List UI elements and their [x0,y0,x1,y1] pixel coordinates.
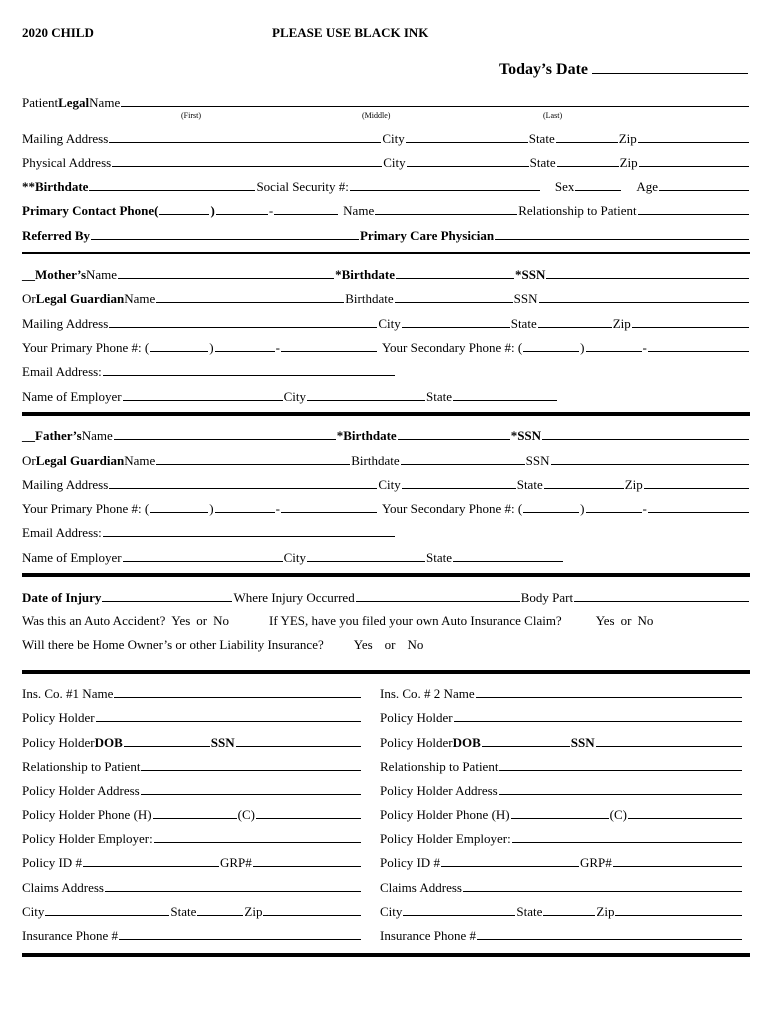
relationship-blank[interactable] [499,758,742,771]
zip-label: Zip [596,904,615,919]
zip-label: Zip [624,477,643,492]
ins1-phone-row [22,806,362,824]
relationship-blank[interactable] [638,202,749,215]
ssn-label: SSN [210,735,235,750]
primary-care-blank[interactable] [495,227,749,240]
mother-phone-row [22,339,750,357]
phone-home-label: Policy Holder Phone (H) [22,807,152,822]
form-year-title: 2020 CHILD [22,25,94,40]
state-label: State [516,477,543,492]
city-label: City [382,131,405,146]
patient-name-row [22,94,750,112]
state-label: State [510,316,537,331]
legal-guardian-label: Legal Guardian [35,291,125,306]
grp-blank[interactable] [613,854,742,867]
city-blank[interactable] [406,130,528,143]
ssn-blank[interactable] [596,734,742,747]
phone-home-blank[interactable] [153,806,237,819]
sex-blank[interactable] [575,178,621,191]
father-mailing-row [22,476,750,494]
father-check: __ [22,428,35,443]
policy-holder-address-label: Policy Holder Address [380,783,498,798]
phone-close-paren: ) [210,203,215,218]
secondary-phone-label: Your Secondary Phone #: ( [381,340,523,355]
state-blank[interactable] [543,903,595,916]
employer-blank[interactable] [123,388,283,401]
auto-yes-option[interactable]: Yes [171,613,191,628]
area-code-blank[interactable] [523,339,579,352]
birthdate-label: **Birthdate [22,179,89,194]
policy-id-label: Policy ID # [380,855,440,870]
birthdate-label: Birthdate [351,453,400,468]
name-label: Name [81,428,113,443]
date-of-injury-blank[interactable] [102,589,232,602]
divider [22,252,750,254]
employer-label: Name of Employer [22,550,122,565]
ssn-label: SSN [570,735,595,750]
grp-label: GRP# [579,855,612,870]
line-blank[interactable] [648,500,749,513]
phone-cell-blank[interactable] [256,806,361,819]
claims-address-blank[interactable] [105,879,361,892]
state-blank[interactable] [538,315,612,328]
where-injury-label: Where Injury Occurred [233,590,355,605]
zip-blank[interactable] [615,903,742,916]
mother-employer-row [22,388,558,406]
dob-label: DOB [452,735,481,750]
ins2-phone-row [380,806,743,824]
birthdate-label: *Birthdate [336,428,397,443]
zip-label: Zip [619,155,638,170]
dash: - [642,340,647,355]
contact-name-label: Name [343,203,375,218]
ins1-name-row [22,685,362,703]
relationship-label: Relationship to Patient [22,759,141,774]
home-insurance-question: Will there be Home Owner’s or other Liability Insurance? [22,637,324,652]
auto-no-option[interactable]: No [213,613,230,628]
policy-holder-label: Policy Holder [380,710,453,725]
father-guardian-row [22,452,750,470]
phone-dash: - [268,203,274,218]
ins1-address-row [22,782,362,800]
state-blank[interactable] [544,476,624,489]
or-label: or [620,613,632,628]
relationship-label: Relationship to Patient [518,203,637,218]
grp-blank[interactable] [253,854,361,867]
policy-holder-address-label: Policy Holder Address [22,783,140,798]
email-blank[interactable] [103,524,395,537]
mailing-address-label: Mailing Address [22,131,109,146]
close-paren: ) [580,340,585,355]
father-label: Father’s [35,428,82,443]
email-label: Email Address: [22,525,102,540]
prefix-blank[interactable] [586,500,642,513]
ink-instruction: PLEASE USE BLACK INK [272,25,429,40]
ins2-relationship-row [380,758,743,776]
dob-label: DOB [94,735,123,750]
middle-caption: (Middle) [362,111,391,120]
policy-holder-address-blank[interactable] [499,782,742,795]
patient-physical-row [22,154,750,172]
employer-label: Name of Employer [22,389,122,404]
mother-birthdate-blank[interactable] [396,266,514,279]
ssn-blank[interactable] [236,734,361,747]
state-blank[interactable] [197,903,243,916]
section-divider [22,412,750,416]
city-label: City [283,550,307,565]
insurance-phone-blank[interactable] [477,927,742,940]
ins1-dob-row [22,734,362,752]
ins2-name-blank[interactable] [476,685,742,698]
guardian-birthdate-blank[interactable] [395,290,513,303]
ins1-employer-row [22,830,362,848]
or-label: or [196,613,208,628]
injury-row [22,589,750,607]
mother-name-blank[interactable] [118,266,334,279]
ins2-phone-number-row [380,927,743,945]
policy-holder-label: Policy Holder [22,710,95,725]
sex-label: Sex [554,179,575,194]
zip-blank[interactable] [639,154,749,167]
dash: - [275,501,280,516]
city-label: City [378,477,401,492]
age-label: Age [636,179,659,194]
or-label: Or [22,453,36,468]
ins2-dob-row [380,734,743,752]
city-blank[interactable] [307,388,425,401]
or-label: or [384,637,396,652]
father-phone-row [22,500,750,518]
father-email-row [22,524,396,542]
city-label: City [22,904,45,919]
phone-cell-label: (C) [609,807,627,822]
ins2-address-row [380,782,743,800]
guardian-name-blank[interactable] [156,452,350,465]
area-code-blank[interactable] [523,500,579,513]
bottom-divider [22,953,750,957]
zip-label: Zip [244,904,263,919]
grp-label: GRP# [219,855,252,870]
ins2-claims-row [380,879,743,897]
ssn-label: *SSN [515,267,546,282]
name-label: Name [89,95,121,110]
prefix-blank[interactable] [215,500,275,513]
email-blank[interactable] [103,363,395,376]
ins2-name-row [380,685,743,703]
policy-holder-employer-blank[interactable] [512,830,742,843]
legal-guardian-label: Legal Guardian [35,453,125,468]
policy-holder-blank[interactable] [96,709,361,722]
mother-guardian-row [22,290,750,308]
area-code-blank[interactable] [150,500,208,513]
ins1-holder-row [22,709,362,727]
father-ssn-blank[interactable] [542,427,749,440]
state-label: State [529,155,556,170]
section-divider [22,573,750,577]
ssn-label: SSN [513,291,538,306]
zip-blank[interactable] [644,476,749,489]
primary-phone-label: Your Primary Phone #: ( [22,501,150,516]
phone-cell-label: (C) [237,807,255,822]
phone-line-blank[interactable] [274,202,338,215]
dash: - [275,340,280,355]
policy-holder-address-blank[interactable] [141,782,361,795]
patient-name-blank[interactable] [121,94,749,107]
section-divider [22,670,750,674]
dash: - [642,501,647,516]
state-label: State [528,131,555,146]
city-blank[interactable] [407,154,529,167]
employer-blank[interactable] [123,549,283,562]
insurance-phone-label: Insurance Phone # [380,928,477,943]
home-no-option[interactable]: No [407,637,424,652]
body-part-label: Body Part [520,590,574,605]
line-blank[interactable] [281,500,377,513]
primary-care-label: Primary Care Physician [359,228,495,243]
ins1-city-row [22,903,362,921]
state-label: State [516,904,543,919]
father-name-row [22,427,750,445]
home-insurance-row [22,637,750,655]
policy-holder-blank[interactable] [454,709,742,722]
referral-row [22,227,750,245]
father-name-blank[interactable] [114,427,336,440]
insurance-phone-blank[interactable] [119,927,361,940]
policy-holder-employer-label: Policy Holder Employer: [380,831,511,846]
contact-name-blank[interactable] [375,202,517,215]
relationship-blank[interactable] [141,758,361,771]
ins1-relationship-row [22,758,362,776]
mother-mailing-row [22,315,750,333]
primary-contact-phone-label: Primary Contact Phone [22,203,155,218]
name-label: Name [124,291,156,306]
guardian-birthdate-blank[interactable] [401,452,525,465]
ins1-policy-row [22,854,362,872]
prefix-blank[interactable] [215,339,275,352]
state-blank[interactable] [556,130,618,143]
phone-home-blank[interactable] [511,806,609,819]
zip-label: Zip [618,131,637,146]
todays-date-label: Today’s Date [498,61,588,78]
state-blank[interactable] [453,549,563,562]
ins2-city-row [380,903,743,921]
policy-id-blank[interactable] [83,854,219,867]
patient-mailing-row [22,130,750,148]
mother-check: __ [22,267,35,282]
policy-holder-label: Policy Holder [380,735,453,750]
close-paren: ) [209,340,214,355]
state-label: State [170,904,197,919]
birthdate-blank[interactable] [89,178,255,191]
home-yes-option[interactable]: Yes [353,637,373,652]
physical-address-label: Physical Address [22,155,112,170]
line-blank[interactable] [648,339,749,352]
city-blank[interactable] [307,549,425,562]
secondary-phone-label: Your Secondary Phone #: ( [381,501,523,516]
patient-birthdate-row [22,178,750,196]
ssn-label: Social Security #: [256,179,349,194]
auto-accident-row [22,613,750,631]
ins1-claims-row [22,879,362,897]
father-employer-row [22,549,564,567]
auto-claim-question: If YES, have you filed your own Auto Insurance Claim? [269,613,562,628]
zip-blank[interactable] [263,903,361,916]
ins1-name-blank[interactable] [114,685,361,698]
policy-holder-employer-label: Policy Holder Employer: [22,831,153,846]
state-blank[interactable] [557,154,619,167]
phone-home-label: Policy Holder Phone (H) [380,807,510,822]
close-paren: ) [580,501,585,516]
city-label: City [380,904,403,919]
patient-contact-row [22,202,750,220]
ssn-label: *SSN [510,428,542,443]
city-blank[interactable] [403,903,515,916]
city-label: City [283,389,307,404]
ssn-blank[interactable] [350,178,540,191]
name-label: Name [124,453,156,468]
claims-address-blank[interactable] [463,879,742,892]
mailing-address-blank[interactable] [109,476,377,489]
mailing-address-blank[interactable] [109,130,381,143]
guardian-ssn-blank[interactable] [539,290,749,303]
phone-open-paren: ( [154,203,159,218]
dob-blank[interactable] [482,734,570,747]
dob-blank[interactable] [124,734,210,747]
zip-blank[interactable] [638,130,749,143]
ins2-policy-row [380,854,743,872]
mother-email-row [22,363,396,381]
mailing-address-label: Mailing Address [22,316,109,331]
claims-address-label: Claims Address [380,880,462,895]
city-blank[interactable] [402,315,510,328]
state-blank[interactable] [453,388,557,401]
claim-yes-option[interactable]: Yes [595,613,615,628]
father-birthdate-blank[interactable] [398,427,510,440]
ins1-name-label: Ins. Co. #1 Name [22,686,114,701]
birthdate-label: Birthdate [345,291,394,306]
policy-id-blank[interactable] [441,854,579,867]
city-label: City [378,316,401,331]
ins1-phone-number-row [22,927,362,945]
auto-accident-question: Was this an Auto Accident? [22,613,166,628]
mother-name-row [22,266,750,284]
mailing-address-label: Mailing Address [22,477,109,492]
email-label: Email Address: [22,364,102,379]
city-blank[interactable] [402,476,516,489]
ins2-employer-row [380,830,743,848]
claims-address-label: Claims Address [22,880,104,895]
state-label: State [426,550,453,565]
ins2-holder-row [380,709,743,727]
guardian-name-blank[interactable] [156,290,344,303]
close-paren: ) [209,501,214,516]
mailing-address-blank[interactable] [109,315,377,328]
city-label: City [383,155,406,170]
patient-label: Patient [22,95,59,110]
policy-holder-label: Policy Holder [22,735,95,750]
relationship-label: Relationship to Patient [380,759,499,774]
todays-date-field[interactable] [499,58,748,79]
todays-date-blank[interactable] [592,58,748,74]
phone-prefix-blank[interactable] [216,202,268,215]
policy-id-label: Policy ID # [22,855,82,870]
birthdate-label: *Birthdate [335,267,396,282]
first-caption: (First) [181,111,201,120]
claim-no-option[interactable]: No [637,613,654,628]
date-of-injury-label: Date of Injury [22,590,102,605]
primary-phone-label: Your Primary Phone #: ( [22,340,150,355]
name-label: Name [86,267,118,282]
last-caption: (Last) [543,111,563,120]
where-injury-blank[interactable] [356,589,520,602]
referred-by-blank[interactable] [91,227,359,240]
zip-label: Zip [612,316,631,331]
referred-by-label: Referred By [22,228,90,243]
zip-blank[interactable] [632,315,749,328]
prefix-blank[interactable] [586,339,642,352]
state-label: State [426,389,453,404]
line-blank[interactable] [281,339,377,352]
area-code-blank[interactable] [150,339,208,352]
guardian-ssn-blank[interactable] [551,452,749,465]
body-part-blank[interactable] [574,589,749,602]
area-code-blank[interactable] [159,202,209,215]
ssn-label: SSN [525,453,550,468]
phone-cell-blank[interactable] [628,806,742,819]
ins2-name-label: Ins. Co. # 2 Name [380,686,475,701]
city-blank[interactable] [45,903,169,916]
mother-ssn-blank[interactable] [546,266,749,279]
age-blank[interactable] [659,178,749,191]
physical-address-blank[interactable] [112,154,382,167]
insurance-phone-label: Insurance Phone # [22,928,119,943]
mother-label: Mother’s [35,267,87,282]
or-label: Or [22,291,36,306]
legal-label: Legal [58,95,90,110]
policy-holder-employer-blank[interactable] [154,830,361,843]
